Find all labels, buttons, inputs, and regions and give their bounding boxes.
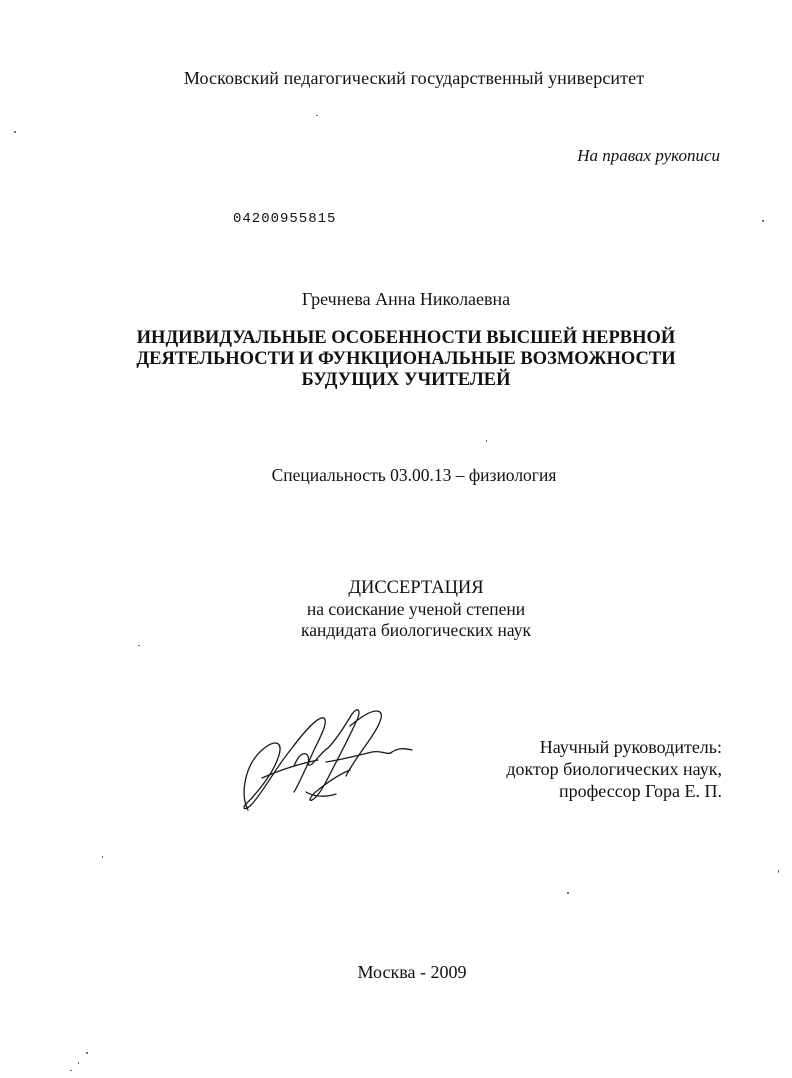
scan-speck xyxy=(567,892,569,894)
manuscript-rights-note: На правах рукописи xyxy=(577,146,720,165)
dissertation-degree-block xyxy=(20,578,792,641)
specialty: Специальность 03.00.13 – физиология xyxy=(271,465,557,485)
scan-speck xyxy=(138,645,140,646)
supervisor-label: Научный руководитель: xyxy=(539,737,722,757)
dissertation-title xyxy=(10,328,792,391)
scan-speck xyxy=(78,1062,79,1064)
scan-speck xyxy=(102,856,103,858)
title-line: ИНДИВИДУАЛЬНЫЕ ОСОБЕННОСТИ ВЫСШЕЙ НЕРВНОЙ xyxy=(136,328,676,348)
city-year: Москва - 2009 xyxy=(357,962,467,982)
registration-code: 04200955815 xyxy=(233,211,337,227)
scientific-supervisor xyxy=(506,736,722,802)
degree-line: кандидата биологических наук xyxy=(301,620,531,640)
author-signature xyxy=(232,700,422,815)
dissertation-heading: ДИССЕРТАЦИЯ xyxy=(348,578,484,598)
degree-line: на соискание ученой степени xyxy=(306,599,526,619)
title-line: БУДУЩИХ УЧИТЕЛЕЙ xyxy=(301,370,511,390)
scan-speck xyxy=(778,870,779,873)
scan-speck xyxy=(486,440,487,442)
author-name: Гречнева Анна Николаевна xyxy=(301,289,511,309)
scan-speck xyxy=(14,131,16,133)
university-name: Московский педагогический государственный университет xyxy=(183,68,645,88)
scan-speck xyxy=(316,115,318,116)
scan-speck xyxy=(762,220,764,222)
scan-speck xyxy=(86,1052,88,1054)
supervisor-name: профессор Гора Е. П. xyxy=(558,781,722,801)
title-line: ДЕЯТЕЛЬНОСТИ И ФУНКЦИОНАЛЬНЫЕ ВОЗМОЖНОСТИ xyxy=(136,349,676,369)
scan-speck xyxy=(70,1070,72,1071)
supervisor-degree: доктор биологических наук, xyxy=(506,759,722,779)
